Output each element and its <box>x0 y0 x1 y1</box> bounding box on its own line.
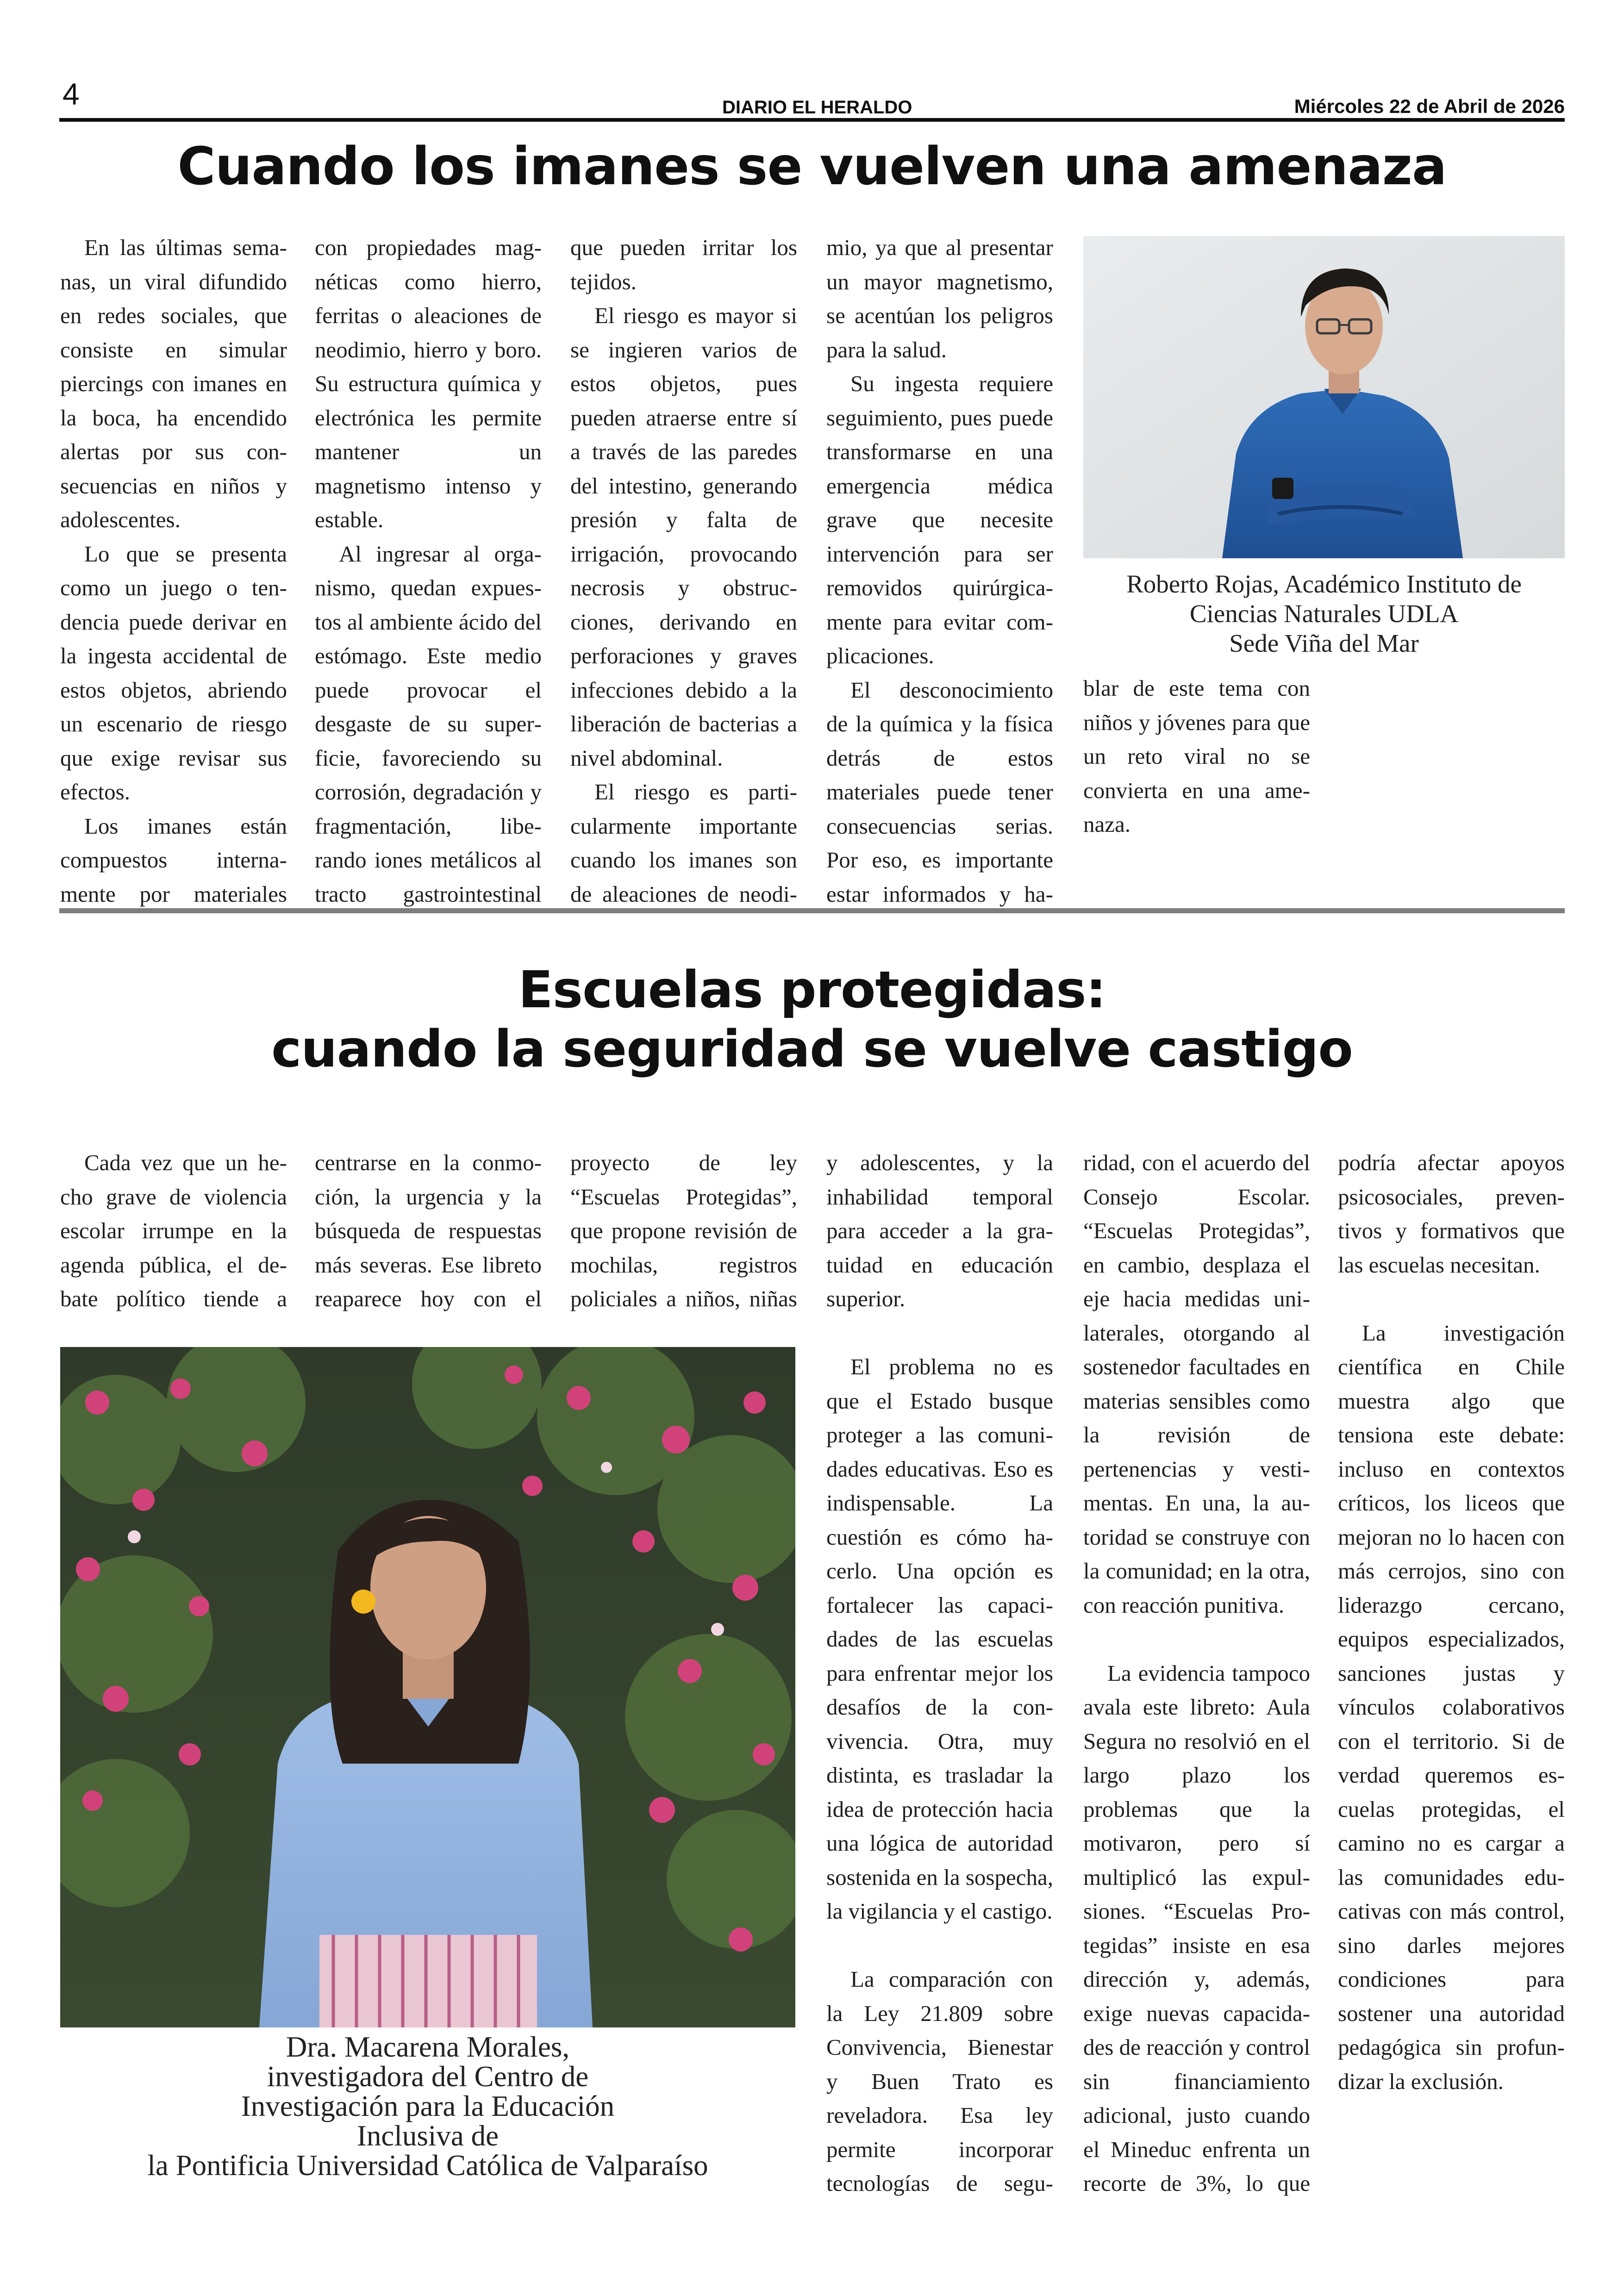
article2-headline-line1: Escuelas protegidas: <box>518 960 1106 1019</box>
column-text-flow <box>60 231 287 911</box>
text-column <box>1338 671 1565 910</box>
man-portrait-image <box>1083 236 1565 558</box>
column-text-flow <box>1338 1146 1565 2098</box>
article2-paragraph: podría afectar apoyos psicosociales, preventivos y formativos que las escuelas necesitan. <box>1338 1150 1565 1278</box>
macarena-morales-caption <box>60 2032 795 2180</box>
text-column <box>570 1146 797 1316</box>
article1-paragraph: El riesgo es particularmente importante cuando los imanes son de aleaciones de neodi <box>570 779 797 907</box>
article1-paragraph: Su ingesta requiere seguimiento, pues puede transformarse en una emergencia médica grave que necesite intervención para ser removidos quirúrgicamente para evitar complicaciones. <box>826 371 1053 668</box>
text-column <box>1338 1146 1565 2201</box>
column-text-flow <box>826 1146 1053 2201</box>
caption-line: investigadora del Centro de <box>267 2060 589 2093</box>
column-text-flow <box>570 231 797 911</box>
woman-portrait-image <box>60 1347 795 2027</box>
article1-paragraph: lar de este tema con niños y jóvenes para que un reto viral no se convierta en una amenaza. <box>1083 675 1310 837</box>
article2-paragraph: centrarse en la conmoción, la urgencia y la búsqueda de respuestas más severas. Ese libreto reaparece hoy con el <box>315 1150 542 1311</box>
column-text-flow <box>826 231 1053 911</box>
text-column <box>315 1146 542 1316</box>
caption-line: Sede Viña del Mar <box>1229 629 1419 657</box>
article1-paragraph: El riesgo es mayor si se ingieren varios de estos objetos, pues pueden atraerse entre sí a través de las paredes del intestino, generando presión y falta de irrigación, provocando necrosis y obstrucciones, derivando en perforaciones y graves infecciones debido a la liberación de bacterias a nivel abdominal. <box>570 303 797 771</box>
article1-paragraph: io, ya que al presentar un mayor magnetismo, se acentúan los peligros para la salud. <box>826 235 1053 362</box>
newspaper-name: DIARIO EL HERALDO <box>722 97 912 118</box>
caption-line: Inclusiva de <box>356 2120 499 2152</box>
article1-paragraph: Lo que se presenta como un juego o tendencia puede derivar en la ingesta accidental de estos objetos, abriendo un escenario de riesgo que exige revisar sus efectos. <box>60 541 287 804</box>
article1-paragraph: Los imanes están compuestos internamente por materiales <box>60 813 287 907</box>
article2-paragraph: idad, con el acuerdo del Consejo Escolar. “Escuelas Protegidas”, en cambio, desplaza el eje hacia medidas unilaterales, otorgando al sostenedor facultades en materias sensibles como la revisión de pertenencias y vestimentas. En una, la autoridad se construye con la comunidad; en la otra, con reacción punitiva. <box>1083 1150 1310 1618</box>
article2-headline <box>0 960 1624 1079</box>
article1-headline: Cuando los imanes se vuelven una amenaza <box>177 137 1447 197</box>
column-text-flow <box>570 1146 797 1316</box>
text-column <box>1083 671 1310 910</box>
caption-line: Dra. Macarena Morales, <box>286 2031 570 2063</box>
roberto-rojas-caption <box>1083 569 1565 658</box>
text-column <box>60 1146 287 1316</box>
article1-paragraph: Al ingresar al organismo, quedan expuestos al ambiente ácido del estómago. Este medio puede provocar el desgaste de su superficie, favoreciendo su corrosión, degradación y fragmentación, liberando iones metálicos al tracto gastrointestinal <box>315 541 542 907</box>
article2-paragraph: La comparación con la Ley 21.809 sobre Convivencia, Bienestar y Buen Trato es reveladora. Esa ley permite incorporar tecnologías de segu <box>826 1966 1053 2196</box>
column-text-flow <box>1083 1146 1310 2201</box>
column-text-flow <box>60 1146 287 1316</box>
article2-headline-line2: cuando la seguridad se vuelve castigo <box>271 1019 1353 1079</box>
article1-paragraph: En las últimas semanas, un viral difundido en redes sociales, que consiste en simular piercings con imanes en la boca, ha encendido alertas por sus consecuencias en niños y adolescentes. <box>60 235 287 532</box>
article1-paragraph: El desconocimiento de la química y la física detrás de estos materiales puede tener consecuencias serias. Por eso, es importante estar informados y ha <box>826 677 1053 907</box>
text-column <box>826 231 1053 911</box>
article2-paragraph: La investigación científica en Chile muestra algo que tensiona este debate: incluso en contextos críticos, los liceos que mejoran no lo hacen con más cerrojos, sino con liderazgo cercano, equipos especializados, sanciones justas y vínculos colaborativos con el territorio. Si de verdad queremos escuelas protegidas, el camino no es cargar a las comunidades educativas con más control, sino darles mejores condiciones para sostener una autoridad pedagógica sin profundizar la exclusión. <box>1338 1320 1565 2094</box>
column-text-flow <box>315 1146 542 1316</box>
article1-paragraph: que pueden irritar los tejidos. <box>570 235 797 294</box>
roberto-rojas-photo <box>1083 236 1565 558</box>
article2-paragraph: Cada vez que un hecho grave de violencia escolar irrumpe en la agenda pública, el debate político tiende a <box>60 1150 287 1311</box>
page-number: 4 <box>62 77 80 111</box>
text-column <box>570 231 797 911</box>
text-column <box>1083 1146 1310 2201</box>
caption-line: Investigación para la Educación <box>241 2090 615 2122</box>
article2-paragraph: La evidencia tampoco avala este libreto: Aula Segura no resolvió en el largo plazo los problemas que la motivaron, pero sí multiplicó las expulsiones. “Escuelas Protegidas” insiste en esa dirección y, además, exige nuevas capacidades de reacción y control sin financiamiento adicional, justo cuando el Mineduc enfrenta un recorte de 3%, lo que <box>1083 1660 1310 2196</box>
section-divider <box>59 908 1565 913</box>
caption-line: Ciencias Naturales UDLA <box>1189 599 1459 628</box>
article2-paragraph: proyecto de ley “Escuelas Protegidas”, que propone revisión de mochilas, registros policiales a niños, niñas <box>570 1150 797 1311</box>
macarena-morales-photo <box>60 1347 795 2027</box>
article2-paragraph: El problema no es que el Estado busque proteger a las comunidades educativas. Eso es indispensable. La cuestión es cómo hacerlo. Una opción es fortalecer las capacidades de las escuelas para enfrentar mejor los desafíos de la convivencia. Otra, muy distinta, es trasladar la idea de protección hacia una lógica de autoridad sostenida en la sospecha, la vigilancia y el castigo. <box>826 1354 1053 1924</box>
text-column <box>826 1146 1053 2201</box>
column-text-flow <box>315 231 542 911</box>
article1-paragraph: con propiedades magnéticas como hierro, ferritas o aleaciones de neodimio, hierro y boro. Su estructura química y electrónica les permite mantener un magnetismo intenso y estable. <box>315 235 542 532</box>
caption-line: Roberto Rojas, Académico Instituto de <box>1126 570 1522 598</box>
text-column <box>315 231 542 911</box>
caption-line: la Pontificia Universidad Católica de Valparaíso <box>147 2149 708 2182</box>
column-text-flow <box>1083 671 1310 842</box>
issue-date: Miércoles 22 de Abril de 2026 <box>1294 95 1565 117</box>
article2-paragraph: y adolescentes, y la inhabilidad temporal para acceder a la gratuidad en educación superior. <box>826 1150 1053 1311</box>
text-column <box>60 231 287 911</box>
header-rule <box>59 118 1565 122</box>
